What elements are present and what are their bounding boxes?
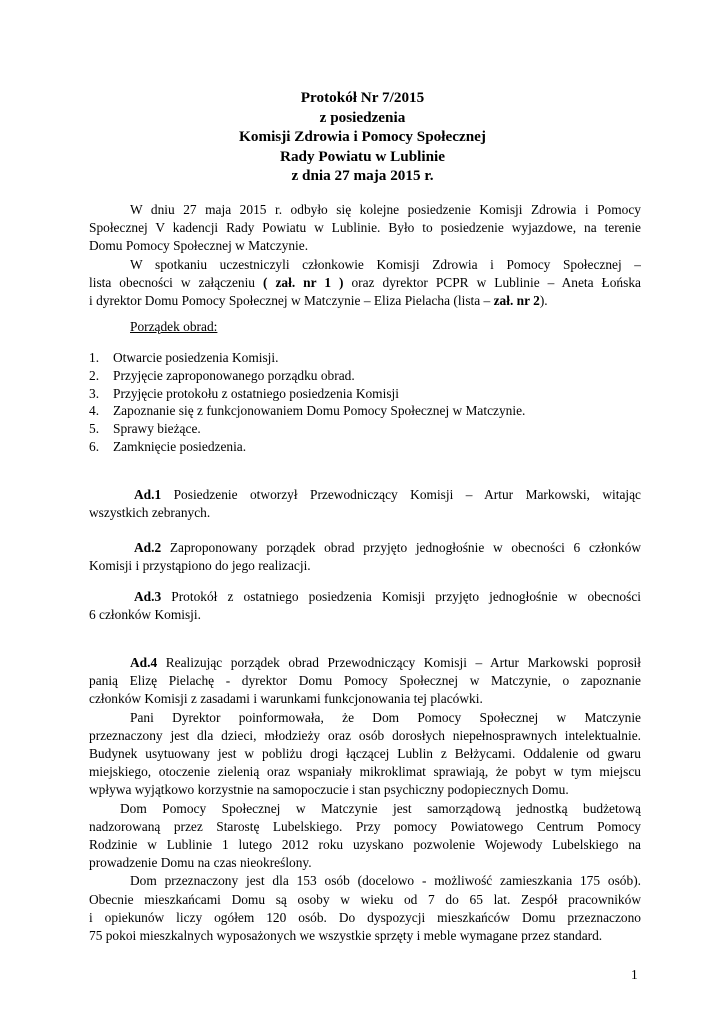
- text-line: Pani Dyrektor poinformowała, że Dom Pomocy Społecznej w Matczynie: [130, 709, 641, 725]
- text-segment: oraz dyrektor PCPR w Lublinie – Aneta Łońska: [343, 275, 641, 291]
- text-line: [89, 486, 641, 504]
- agenda-item-text: Otwarcie posiedzenia Komisji.: [113, 350, 279, 365]
- text-line: W spotkaniu uczestniczyli członkowie Komisji Zdrowia i Pomocy Społecznej –: [130, 257, 641, 272]
- agenda-item-text: Zapoznanie się z funkcjonowaniem Domu Pomocy Społecznej w Matczynie.: [113, 403, 526, 419]
- agenda-item-number: 6.: [89, 438, 100, 454]
- agenda-item: [89, 402, 525, 420]
- title-line-4: Rady Powiatu w Lublinie: [280, 147, 445, 165]
- text-line: [89, 654, 641, 672]
- text-line: panią Elizę Pielachę - dyrektor Domu Pomocy Społecznej w Matczynie, o zapoznanie: [89, 673, 641, 689]
- title-line-3: Komisji Zdrowia i Pomocy Społecznej: [239, 128, 486, 146]
- agenda-item: [89, 367, 525, 385]
- text-segment: Posiedzenie otworzył Przewodniczący Komisji – Artur Markowski, witając: [161, 487, 641, 502]
- text-segment: Protokół z ostatniego posiedzenia Komisji przyjęto jednogłośnie w obecności: [161, 589, 641, 604]
- ad3-paragraph: [89, 588, 641, 624]
- protocol-title: [0, 88, 725, 186]
- text-line: 6 członków Komisji.: [89, 607, 201, 623]
- ad2-paragraph: [89, 539, 641, 575]
- text-line: Dom przeznaczony jest dla 153 osób (docelowo - możliwość zamieszkania 175 osób).: [130, 873, 641, 889]
- text-segment: i dyrektor Domu Pomocy Społecznej w Matczynie – Eliza Pielacha (lista –: [89, 293, 494, 309]
- agenda-item-number: 5.: [89, 421, 100, 437]
- intro-paragraph-1: [89, 201, 641, 256]
- ad2-label: Ad.2: [134, 540, 162, 555]
- text-segment: Zaproponowany porządek obrad przyjęto jednogłośnie w obecności 6 członków: [161, 540, 641, 555]
- page-number: 1: [631, 967, 638, 982]
- text-line: [89, 292, 641, 310]
- agenda-item-text: Przyjęcie zaproponowanego porządku obrad.: [113, 367, 355, 383]
- text-line: nadzorowaną przez Starostę Lubelskiego. Przy pomocy Powiatowego Centrum Pomocy: [89, 818, 641, 834]
- title-line-2: z posiedzenia: [319, 108, 406, 126]
- agenda-item: [89, 349, 525, 367]
- text-line: [89, 539, 641, 557]
- text-line: miejskiego, otoczenie zielenią oraz wspaniały mikroklimat sprawiają, że pobyt w tym miejscu: [89, 764, 641, 780]
- text-line: W dniu 27 maja 2015 r. odbyło się kolejne posiedzenie Komisji Zdrowia i Pomocy: [130, 202, 641, 217]
- text-line: Budynek usytuowany jest w pobliżu drogi łączącej Lublin z Bełżycami. Oddalenie od gwaru: [89, 746, 641, 762]
- agenda-item-number: 2.: [89, 367, 100, 383]
- text-line: wpływa wyjątkowo korzystnie na samopoczucie i stan psychiczny podopiecznych Domu.: [89, 782, 569, 798]
- text-line: 75 pokoi mieszkalnych wyposażonych we wszystkie sprzęty i meble wymagane przez standard.: [89, 928, 603, 944]
- agenda-item-number: 4.: [89, 403, 100, 419]
- ad4-label: Ad.4: [130, 655, 158, 670]
- text-line: Społecznej V kadencji Rady Powiatu w Lublinie. Było to posiedzenie wyjazdowe, na terenie: [89, 220, 641, 236]
- text-line: i opiekunów liczy ogółem 120 osób. Do dyspozycji mieszkańców Domu przeznaczono: [89, 909, 641, 925]
- attachment-ref-2: zał. nr 2: [493, 293, 540, 309]
- ad4-paragraph: [89, 654, 641, 945]
- ad1-label: Ad.1: [134, 487, 162, 502]
- attachment-ref-1: ( zał. nr 1 ): [263, 275, 344, 291]
- text-line: Rodzinie w Lublinie 1 lutego 2012 roku uzyskano pozwolenie Wojewody Lubelskiego na: [89, 837, 641, 853]
- text-segment: ).: [539, 293, 548, 309]
- agenda-heading: Porządek obrad:: [130, 319, 218, 334]
- intro-paragraph-2: [89, 256, 641, 311]
- agenda-item-text: Sprawy bieżące.: [113, 421, 201, 437]
- agenda-item-text: Zamknięcie posiedzenia.: [113, 438, 247, 454]
- text-segment: Realizując porządek obrad Przewodniczący Komisji – Artur Markowski poprosił: [157, 655, 641, 670]
- text-line: Domu Pomocy Społecznej w Matczynie.: [89, 238, 309, 254]
- text-segment: lista obecności w załączeniu: [89, 275, 264, 291]
- text-line: [89, 588, 641, 606]
- title-line-5: z dnia 27 maja 2015 r.: [291, 167, 434, 185]
- text-line: Komisji i przystąpiono do jego realizacji.: [89, 558, 311, 574]
- ad1-paragraph: [89, 486, 641, 522]
- text-line: Obecnie mieszkańcami Domu są osoby w wieku od 7 do 65 lat. Zespół pracowników: [89, 891, 641, 907]
- text-line: [89, 274, 641, 292]
- agenda-item: [89, 438, 525, 456]
- text-line: Dom Pomocy Społecznej w Matczynie jest samorządową jednostką budżetową: [120, 800, 641, 816]
- ad3-label: Ad.3: [134, 589, 162, 604]
- agenda-item-number: 3.: [89, 385, 100, 401]
- text-line: wszystkich zebranych.: [89, 505, 211, 521]
- agenda-item-text: Przyjęcie protokołu z ostatniego posiedzenia Komisji: [113, 385, 399, 401]
- agenda-list: [89, 349, 525, 456]
- text-line: przeznaczony jest dla dzieci, młodzieży oraz osób dorosłych niepełnosprawnych intelektualnie.: [89, 727, 641, 743]
- agenda-item: [89, 420, 525, 438]
- text-line: prowadzenie Domu na czas nieokreślony.: [89, 855, 312, 871]
- title-line-1: Protokół Nr 7/2015: [300, 89, 425, 106]
- text-line: członków Komisji z zasadami i warunkami funkcjonowania tej placówki.: [89, 691, 483, 707]
- agenda-item-number: 1.: [89, 350, 100, 365]
- agenda-item: [89, 385, 525, 403]
